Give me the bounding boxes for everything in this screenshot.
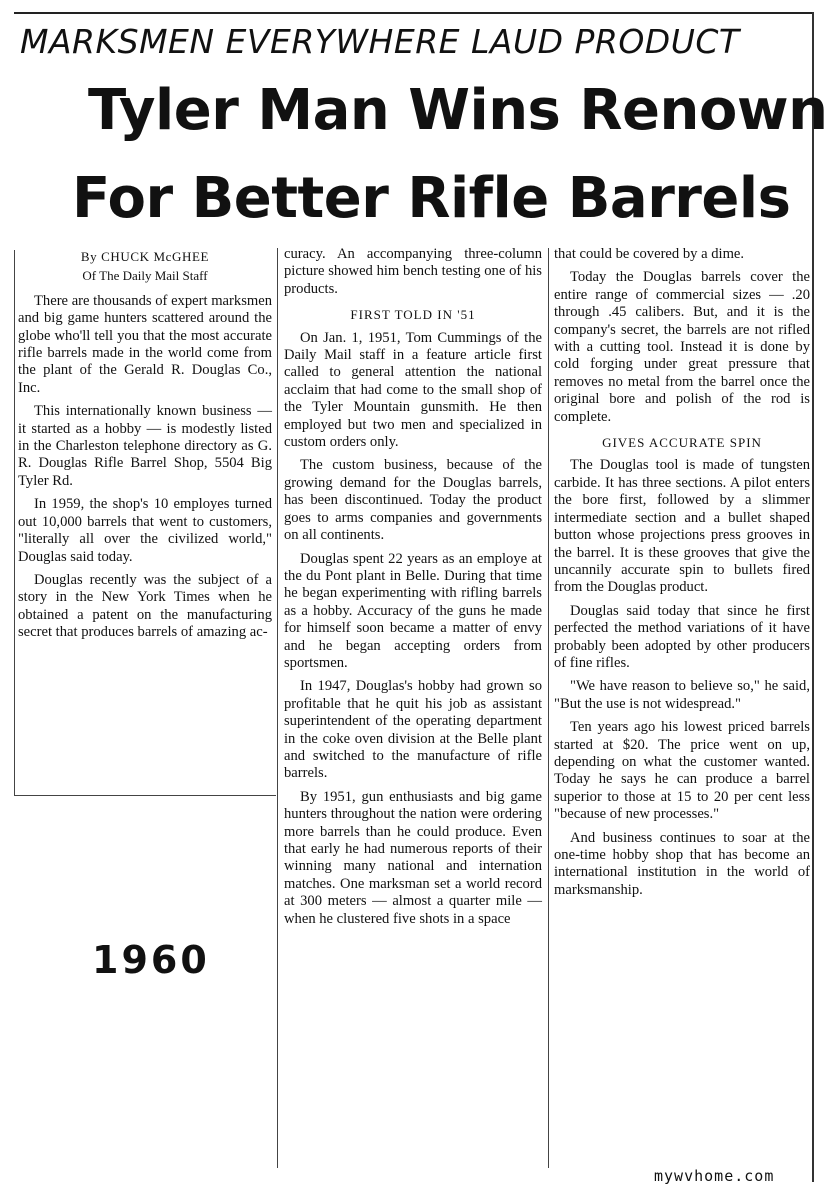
subhead-first-told: FIRST TOLD IN '51 (350, 307, 476, 323)
paragraph: On Jan. 1, 1951, Tom Cummings of the Daily Mail staff in a feature article first called to general attention the national acclaim that had come to the small shop of the Tyler Mountain gunsmith. He then employed but two men and specialized in custom orders only. (284, 329, 542, 451)
paragraph: In 1947, Douglas's hobby had grown so profitable that he quit his job as assistant superintendent of the operating department in the coke oven division at the Belle plant and switched to the manufacture of rifle barrels. (284, 678, 542, 782)
article-column-3 (554, 246, 810, 899)
paragraph: Today the Douglas barrels cover the entire range of commercial sizes — .20 through .45 calibers. But, and it is the company's secret, the barrels are not rifled with a cutting tool. Instead it is done by cold forging under great pressure that removes no metal from the barrel once the original bore and polish of the rod is complete. (554, 269, 810, 425)
headline-line-1: Tyler Man Wins Renown (88, 78, 828, 143)
byline-affiliation: Of The Daily Mail Staff (82, 268, 208, 284)
column-divider-2 (548, 248, 549, 1168)
paragraph: curacy. An accompanying three-column picture showed him bench testing one of his products. (284, 246, 542, 297)
paragraph: The custom business, because of the growing demand for the Douglas barrels, has been discontinued. Today the product goes to arms companies and governments on all continents. (284, 457, 542, 544)
paragraph: Douglas said today that since he first perfected the method variations of it have probably been adopted by other producers of fine rifles. (554, 602, 810, 671)
column-1-bottom-rule (14, 795, 276, 796)
column-divider-1 (277, 248, 278, 1168)
watermark: mywvhome.com (654, 1167, 775, 1185)
kicker-headline: MARKSMEN EVERYWHERE LAUD PRODUCT (20, 22, 740, 61)
paragraph: And business continues to soar at the one-time hobby shop that has become an international institution in the world of marksmanship. (554, 829, 810, 898)
paragraph: In 1959, the shop's 10 employes turned out 10,000 barrels that went to customers, "literally all over the civilized world," Douglas said today. (18, 496, 272, 565)
top-rule (14, 12, 814, 14)
year-label: 1960 (92, 938, 210, 982)
paragraph: The Douglas tool is made of tungsten carbide. It has three sections. A pilot enters the bore first, followed by a slimmer intermediate section and a bullet shaped button whose projections press grooves in the barrel. It is these grooves that give the uncannily accurate spin to bullets fired from the Douglas product. (554, 457, 810, 596)
paragraph: Ten years ago his lowest priced barrels started at $20. The price went on up, depending on what the customer wanted. Today he says he can produce a barrel superior to those at 15 to 20 per cent less "because of new processes." (554, 719, 810, 823)
subhead-accurate-spin: GIVES ACCURATE SPIN (602, 435, 762, 451)
paragraph: Douglas spent 22 years as an employe at the du Pont plant in Belle. During that time he began experimenting with rifling barrels as a hobby. Accuracy of the guns he made for himself soon became a matter of envy and he began accepting orders from sportsmen. (284, 550, 542, 671)
paragraph: that could be covered by a dime. (554, 246, 745, 262)
article-column-2 (284, 246, 542, 928)
headline-line-2: For Better Rifle Barrels (72, 166, 791, 231)
paragraph: This internationally known business — it started as a hobby — is modestly listed in the Charleston telephone directory as G. R. Douglas Rifle Barrel Shop, 5504 Big Tyler Rd. (18, 403, 272, 489)
paragraph: Douglas recently was the subject of a story in the New York Times when he obtained a patent on the manufacturing secret that produces barrels of amazing ac- (18, 571, 272, 641)
article-column-1 (18, 248, 272, 642)
paragraph: "We have reason to believe so," he said, "But the use is not widespread." (554, 678, 810, 712)
right-rule (812, 12, 814, 1182)
paragraph: By 1951, gun enthusiasts and big game hunters throughout the nation were ordering more barrels than he could produce. Even that early he had numerous reports of their winning many national and internation matches. One marksman set a world record at 300 meters — almost a quarter mile — when he clustered five shots in a space (284, 788, 542, 927)
column-1-left-rule (14, 250, 15, 795)
byline-author: By CHUCK McGHEE (80, 249, 210, 264)
paragraph: There are thousands of expert marksmen and big game hunters scattered around the globe who'll tell you that the most accurate rifle barrels made in the world come from the plant of the Gerald R. Douglas Co., Inc. (18, 292, 272, 396)
